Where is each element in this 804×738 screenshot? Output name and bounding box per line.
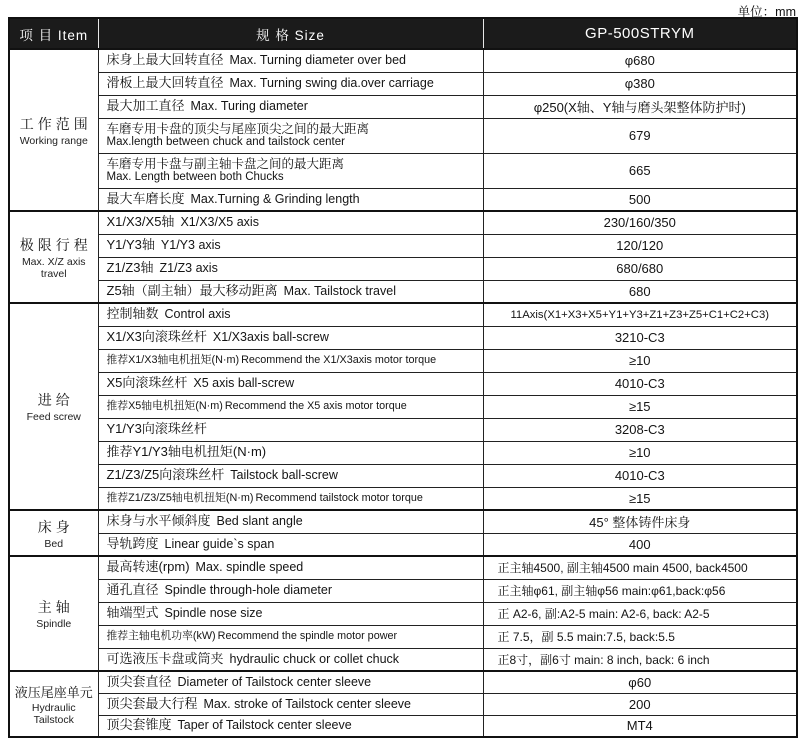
spec-label-cn: 车磨专用卡盘与副主轴卡盘之间的最大距离 <box>106 156 345 171</box>
spec-value: 665 <box>483 153 797 188</box>
spec-row <box>9 510 797 533</box>
spec-label-cn: 导轨跨度 <box>106 535 159 551</box>
spec-label-cn: 顶尖套锥度 <box>106 717 172 733</box>
spec-row <box>9 648 797 671</box>
spec-label-cn: Y1/Y3向滚珠丝杆 <box>106 421 207 437</box>
spec-label-en: hydraulic chuck or collet chuck <box>229 651 400 666</box>
spec-value: φ680 <box>483 49 797 72</box>
spec-label-cn: 轴端型式 <box>106 605 159 621</box>
spec-label-en: Recommend the X5 axis motor torque <box>224 400 407 413</box>
spec-row <box>9 464 797 487</box>
spec-row <box>9 118 797 153</box>
spec-row <box>9 303 797 326</box>
section-category-en: Hydraulic Tailstock <box>31 702 76 726</box>
spec-label-en: Max. Turning swing dia.over carriage <box>229 76 434 91</box>
spec-label-en: X5 axis ball-screw <box>193 376 295 391</box>
spec-label-en: Max. Turning diameter over bed <box>229 53 406 68</box>
section-category-cn: 极限行程 <box>19 236 92 253</box>
spec-label-en: Control axis <box>164 307 231 322</box>
spec-label <box>98 118 483 153</box>
section-category-en: Max. X/Z axis travel <box>21 255 86 280</box>
section-category <box>9 671 98 737</box>
spec-label <box>98 349 483 372</box>
spec-label-cn: X1/X3/X5轴 <box>106 214 175 230</box>
spec-row <box>9 234 797 257</box>
spec-row <box>9 418 797 441</box>
spec-value: 正 A2-6, 副:A2-5 main: A2-6, back: A2-5 <box>483 602 797 625</box>
spec-label <box>98 715 483 737</box>
spec-label <box>98 303 483 326</box>
spec-label-en: Max. Tailstock travel <box>283 283 396 298</box>
spec-label-en: Z1/Z3 axis <box>159 261 218 276</box>
header-item: 项 目 Item <box>9 18 98 49</box>
section-category-en: Spindle <box>36 618 72 630</box>
spec-label-cn: 最大加工直径 <box>106 98 185 114</box>
spec-label-en: Y1/Y3 axis <box>160 238 221 253</box>
section-category-cn: 液压尾座单元 <box>14 685 93 700</box>
spec-row <box>9 671 797 693</box>
spec-label <box>98 533 483 556</box>
spec-label <box>98 464 483 487</box>
spec-label-en: X1/X3axis ball-screw <box>212 330 329 345</box>
spec-label <box>98 395 483 418</box>
spec-row <box>9 72 797 95</box>
section-category-cn: 主轴 <box>37 599 74 615</box>
spec-label <box>98 418 483 441</box>
spec-value: 120/120 <box>483 234 797 257</box>
spec-row <box>9 487 797 510</box>
section-category-en: Feed screw <box>26 411 81 423</box>
spec-row <box>9 280 797 303</box>
spec-label-cn: 滑板上最大回转直径 <box>106 75 224 91</box>
spec-row <box>9 693 797 715</box>
spec-value: 230/160/350 <box>483 211 797 234</box>
spec-label-en: Spindle nose size <box>164 606 263 621</box>
spec-row <box>9 49 797 72</box>
spec-label-cn: 推荐Z1/Z3/Z5轴电机扭矩(N·m) <box>106 492 254 505</box>
spec-table <box>8 17 798 738</box>
spec-label <box>98 234 483 257</box>
header-row <box>9 18 797 49</box>
spec-value: 正 7.5，副 5.5 main:7.5, back:5.5 <box>483 625 797 648</box>
spec-label <box>98 602 483 625</box>
spec-label-cn: 床身上最大回转直径 <box>106 52 224 68</box>
spec-label-cn: 控制轴数 <box>106 306 159 322</box>
spec-label <box>98 72 483 95</box>
spec-label <box>98 625 483 648</box>
spec-row <box>9 153 797 188</box>
spec-value: 200 <box>483 693 797 715</box>
spec-value: φ60 <box>483 671 797 693</box>
spec-row <box>9 715 797 737</box>
spec-label <box>98 648 483 671</box>
spec-row <box>9 556 797 579</box>
spec-row <box>9 372 797 395</box>
header-model: GP-500STRYM <box>483 18 797 49</box>
spec-value: MT4 <box>483 715 797 737</box>
spec-value: 3208-C3 <box>483 418 797 441</box>
unit-label: 单位：mm <box>737 5 796 19</box>
spec-label-en: Recommend the spindle motor power <box>217 630 398 643</box>
spec-label-en: Max. Length between both Chucks <box>106 171 284 184</box>
spec-row <box>9 533 797 556</box>
spec-label <box>98 441 483 464</box>
section-category <box>9 49 98 211</box>
spec-row <box>9 395 797 418</box>
section-category <box>9 303 98 510</box>
spec-value: φ380 <box>483 72 797 95</box>
spec-label-cn: Z1/Z3轴 <box>106 260 154 276</box>
spec-label-en: Recommend tailstock motor torque <box>255 492 423 505</box>
spec-label <box>98 49 483 72</box>
spec-label-cn: 最大车磨长度 <box>106 190 185 206</box>
spec-row <box>9 579 797 602</box>
spec-value: 400 <box>483 533 797 556</box>
spec-label-en: Max.length between chuck and tailstock center <box>106 136 345 149</box>
spec-label-cn: 车磨专用卡盘的顶尖与尾座顶尖之间的最大距离 <box>106 121 370 136</box>
spec-label-cn: 推荐X1/X3轴电机扭矩(N·m) <box>106 354 240 367</box>
section-category-cn: 进给 <box>37 392 74 408</box>
section-category <box>9 510 98 556</box>
section-category <box>9 556 98 671</box>
spec-value: 正主轴φ61, 副主轴φ56 main:φ61,back:φ56 <box>483 579 797 602</box>
spec-label <box>98 153 483 188</box>
section-category <box>9 211 98 303</box>
spec-value: 4010-C3 <box>483 464 797 487</box>
spec-row <box>9 625 797 648</box>
spec-value: 679 <box>483 118 797 153</box>
spec-label <box>98 280 483 303</box>
spec-row <box>9 326 797 349</box>
spec-value: 680 <box>483 280 797 303</box>
spec-label-en: X1/X3/X5 axis <box>180 215 259 230</box>
spec-row <box>9 95 797 118</box>
spec-value: ≥15 <box>483 395 797 418</box>
spec-label-cn: 顶尖套直径 <box>106 673 172 689</box>
spec-label <box>98 487 483 510</box>
spec-label-en: Bed slant angle <box>216 514 303 529</box>
spec-label-en: Tailstock ball-screw <box>230 468 338 483</box>
spec-row <box>9 602 797 625</box>
spec-label <box>98 510 483 533</box>
spec-label <box>98 257 483 280</box>
spec-label-cn: X1/X3向滚珠丝杆 <box>106 329 207 345</box>
section-category-cn: 床身 <box>37 518 74 535</box>
spec-label-en: Max. stroke of Tailstock center sleeve <box>203 696 412 711</box>
spec-label-en: Max. Turing diameter <box>190 99 308 114</box>
spec-value: φ250(X轴、Y轴与磨头架整体防护时) <box>483 95 797 118</box>
spec-label <box>98 693 483 715</box>
spec-row <box>9 211 797 234</box>
spec-value: ≥15 <box>483 487 797 510</box>
spec-row <box>9 257 797 280</box>
spec-label-cn: 最高转速(rpm) <box>106 559 190 575</box>
spec-value: 45° 整体铸件床身 <box>483 510 797 533</box>
section-category-cn: 工作范围 <box>19 115 92 132</box>
spec-label-cn: 可选液压卡盘或筒夹 <box>106 650 224 666</box>
spec-value: 正8寸，副6寸 main: 8 inch, back: 6 inch <box>483 648 797 671</box>
spec-label <box>98 95 483 118</box>
spec-label <box>98 188 483 211</box>
spec-label-en: Linear guide`s span <box>164 536 275 551</box>
spec-value: 4010-C3 <box>483 372 797 395</box>
spec-label <box>98 671 483 693</box>
spec-label <box>98 372 483 395</box>
spec-label-cn: 床身与水平倾斜度 <box>106 513 211 529</box>
spec-label-en: Spindle through-hole diameter <box>164 583 332 598</box>
spec-value: 680/680 <box>483 257 797 280</box>
spec-label-cn: 推荐主轴电机功率(kW) <box>106 630 216 643</box>
spec-label <box>98 326 483 349</box>
spec-label-cn: 通孔直径 <box>106 582 159 598</box>
spec-label-en: Max. spindle speed <box>195 560 304 575</box>
spec-value: ≥10 <box>483 349 797 372</box>
spec-row <box>9 349 797 372</box>
spec-label-cn: 推荐Y1/Y3轴电机扭矩(N·m) <box>106 444 267 460</box>
spec-value: 正主轴4500, 副主轴4500 main 4500, back4500 <box>483 556 797 579</box>
spec-label-en: Taper of Tailstock center sleeve <box>177 718 352 733</box>
spec-label-en: Recommend the X1/X3axis motor torque <box>241 354 437 367</box>
spec-row <box>9 188 797 211</box>
spec-label-en: Max.Turning & Grinding length <box>190 191 360 206</box>
spec-value: 500 <box>483 188 797 211</box>
spec-row <box>9 441 797 464</box>
spec-label-cn: Y1/Y3轴 <box>106 237 155 253</box>
spec-value: 11Axis(X1+X3+X5+Y1+Y3+Z1+Z3+Z5+C1+C2+C3) <box>483 303 797 326</box>
spec-value: 3210-C3 <box>483 326 797 349</box>
header-size: 规 格 Size <box>98 18 483 49</box>
spec-label-cn: 推荐X5轴电机扭矩(N·m) <box>106 400 223 413</box>
spec-label <box>98 556 483 579</box>
section-category-en: Bed <box>44 537 64 550</box>
spec-value: ≥10 <box>483 441 797 464</box>
spec-label <box>98 579 483 602</box>
section-category-en: Working range <box>19 134 88 147</box>
spec-label-cn: X5向滚珠丝杆 <box>106 375 188 391</box>
spec-label-cn: Z5轴（副主轴）最大移动距离 <box>106 282 278 298</box>
spec-label <box>98 211 483 234</box>
spec-label-en: Diameter of Tailstock center sleeve <box>177 674 372 689</box>
spec-label-cn: 顶尖套最大行程 <box>106 695 198 711</box>
spec-label-cn: Z1/Z3/Z5向滚珠丝杆 <box>106 467 225 483</box>
